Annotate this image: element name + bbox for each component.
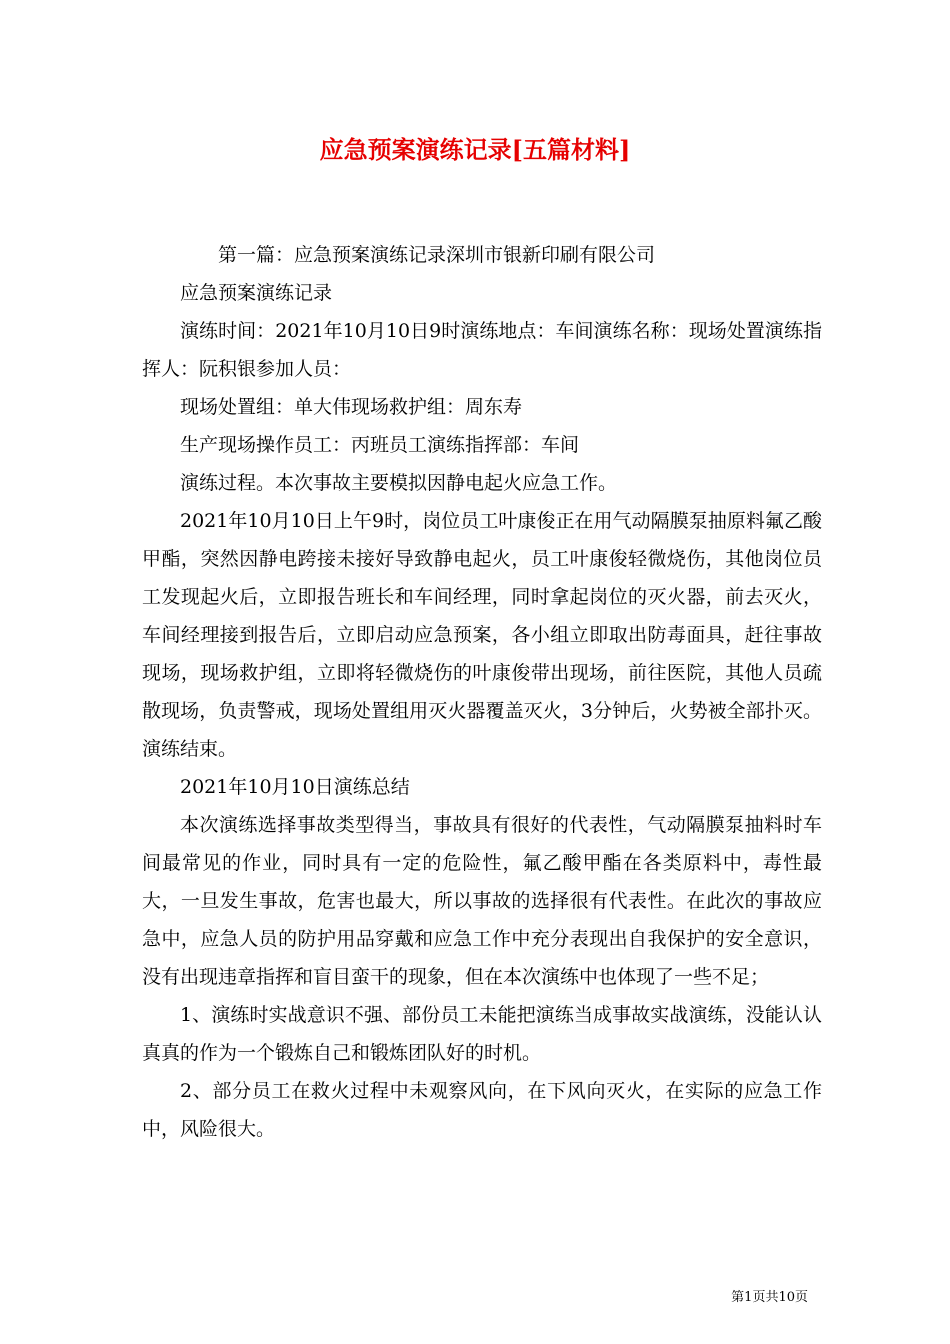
- paragraph-section-heading: 第一篇：应急预案演练记录深圳市银新印刷有限公司: [218, 244, 656, 266]
- paragraph-summary: 本次演练选择事故类型得当，事故具有很好的代表性，气动隔膜泵抽料时车间最常见的作业，同时具有一定的危险性，氟乙酸甲酯在各类原料中，毒性最大，一旦发生事故，危害也最大，所以事故的选择很有代表性。在此次的事故应急中，应急人员的防护用品穿戴和应急工作中充分表现出自我保护的安全意识，没有出现违章指挥和盲目蛮干的现象，但在本次演练中也体现了一些不足；: [142, 814, 822, 988]
- page-number: 第1页共10页: [731, 1290, 808, 1305]
- paragraph-drill-info: 演练时间：2021年10月10日9时演练地点：车间演练名称：现场处置演练指挥人：阮积银参加人员：: [142, 320, 822, 380]
- paragraph-staff: 生产现场操作员工：丙班员工演练指挥部：车间: [180, 434, 580, 456]
- document-body: [142, 236, 822, 1148]
- document-title: 应急预案演练记录[五篇材料]: [319, 135, 631, 164]
- paragraph-process-detail: 2021年10月10日上午9时，岗位员工叶康俊正在用气动隔膜泵抽原料氟乙酸甲酯，突然因静电跨接未接好导致静电起火，员工叶康俊轻微烧伤，其他岗位员工发现起火后，立即报告班长和车间经理，同时拿起岗位的灭火器，前去灭火，车间经理接到报告后，立即启动应急预案，各小组立即取出防毒面具，赶往事故现场，现场救护组，立即将轻微烧伤的叶康俊带出现场，前往医院，其他人员疏散现场，负责警戒，现场处置组用灭火器覆盖灭火，3分钟后，火势被全部扑灭。演练结束。: [142, 510, 822, 760]
- paragraph-summary-heading: 2021年10月10日演练总结: [180, 776, 410, 798]
- paragraph-record-title: 应急预案演练记录: [180, 282, 333, 304]
- paragraph-groups: 现场处置组：单大伟现场救护组：周东寿: [180, 396, 523, 418]
- paragraph-process-intro: 演练过程。本次事故主要模拟因静电起火应急工作。: [180, 472, 618, 494]
- paragraph-shortcoming-1: 1、演练时实战意识不强、部份员工未能把演练当成事故实战演练，没能认认真真的作为一个锻炼自己和锻炼团队好的时机。: [142, 1004, 822, 1064]
- paragraph-shortcoming-2: 2、部分员工在救火过程中未观察风向，在下风向灭火，在实际的应急工作中，风险很大。: [142, 1080, 822, 1140]
